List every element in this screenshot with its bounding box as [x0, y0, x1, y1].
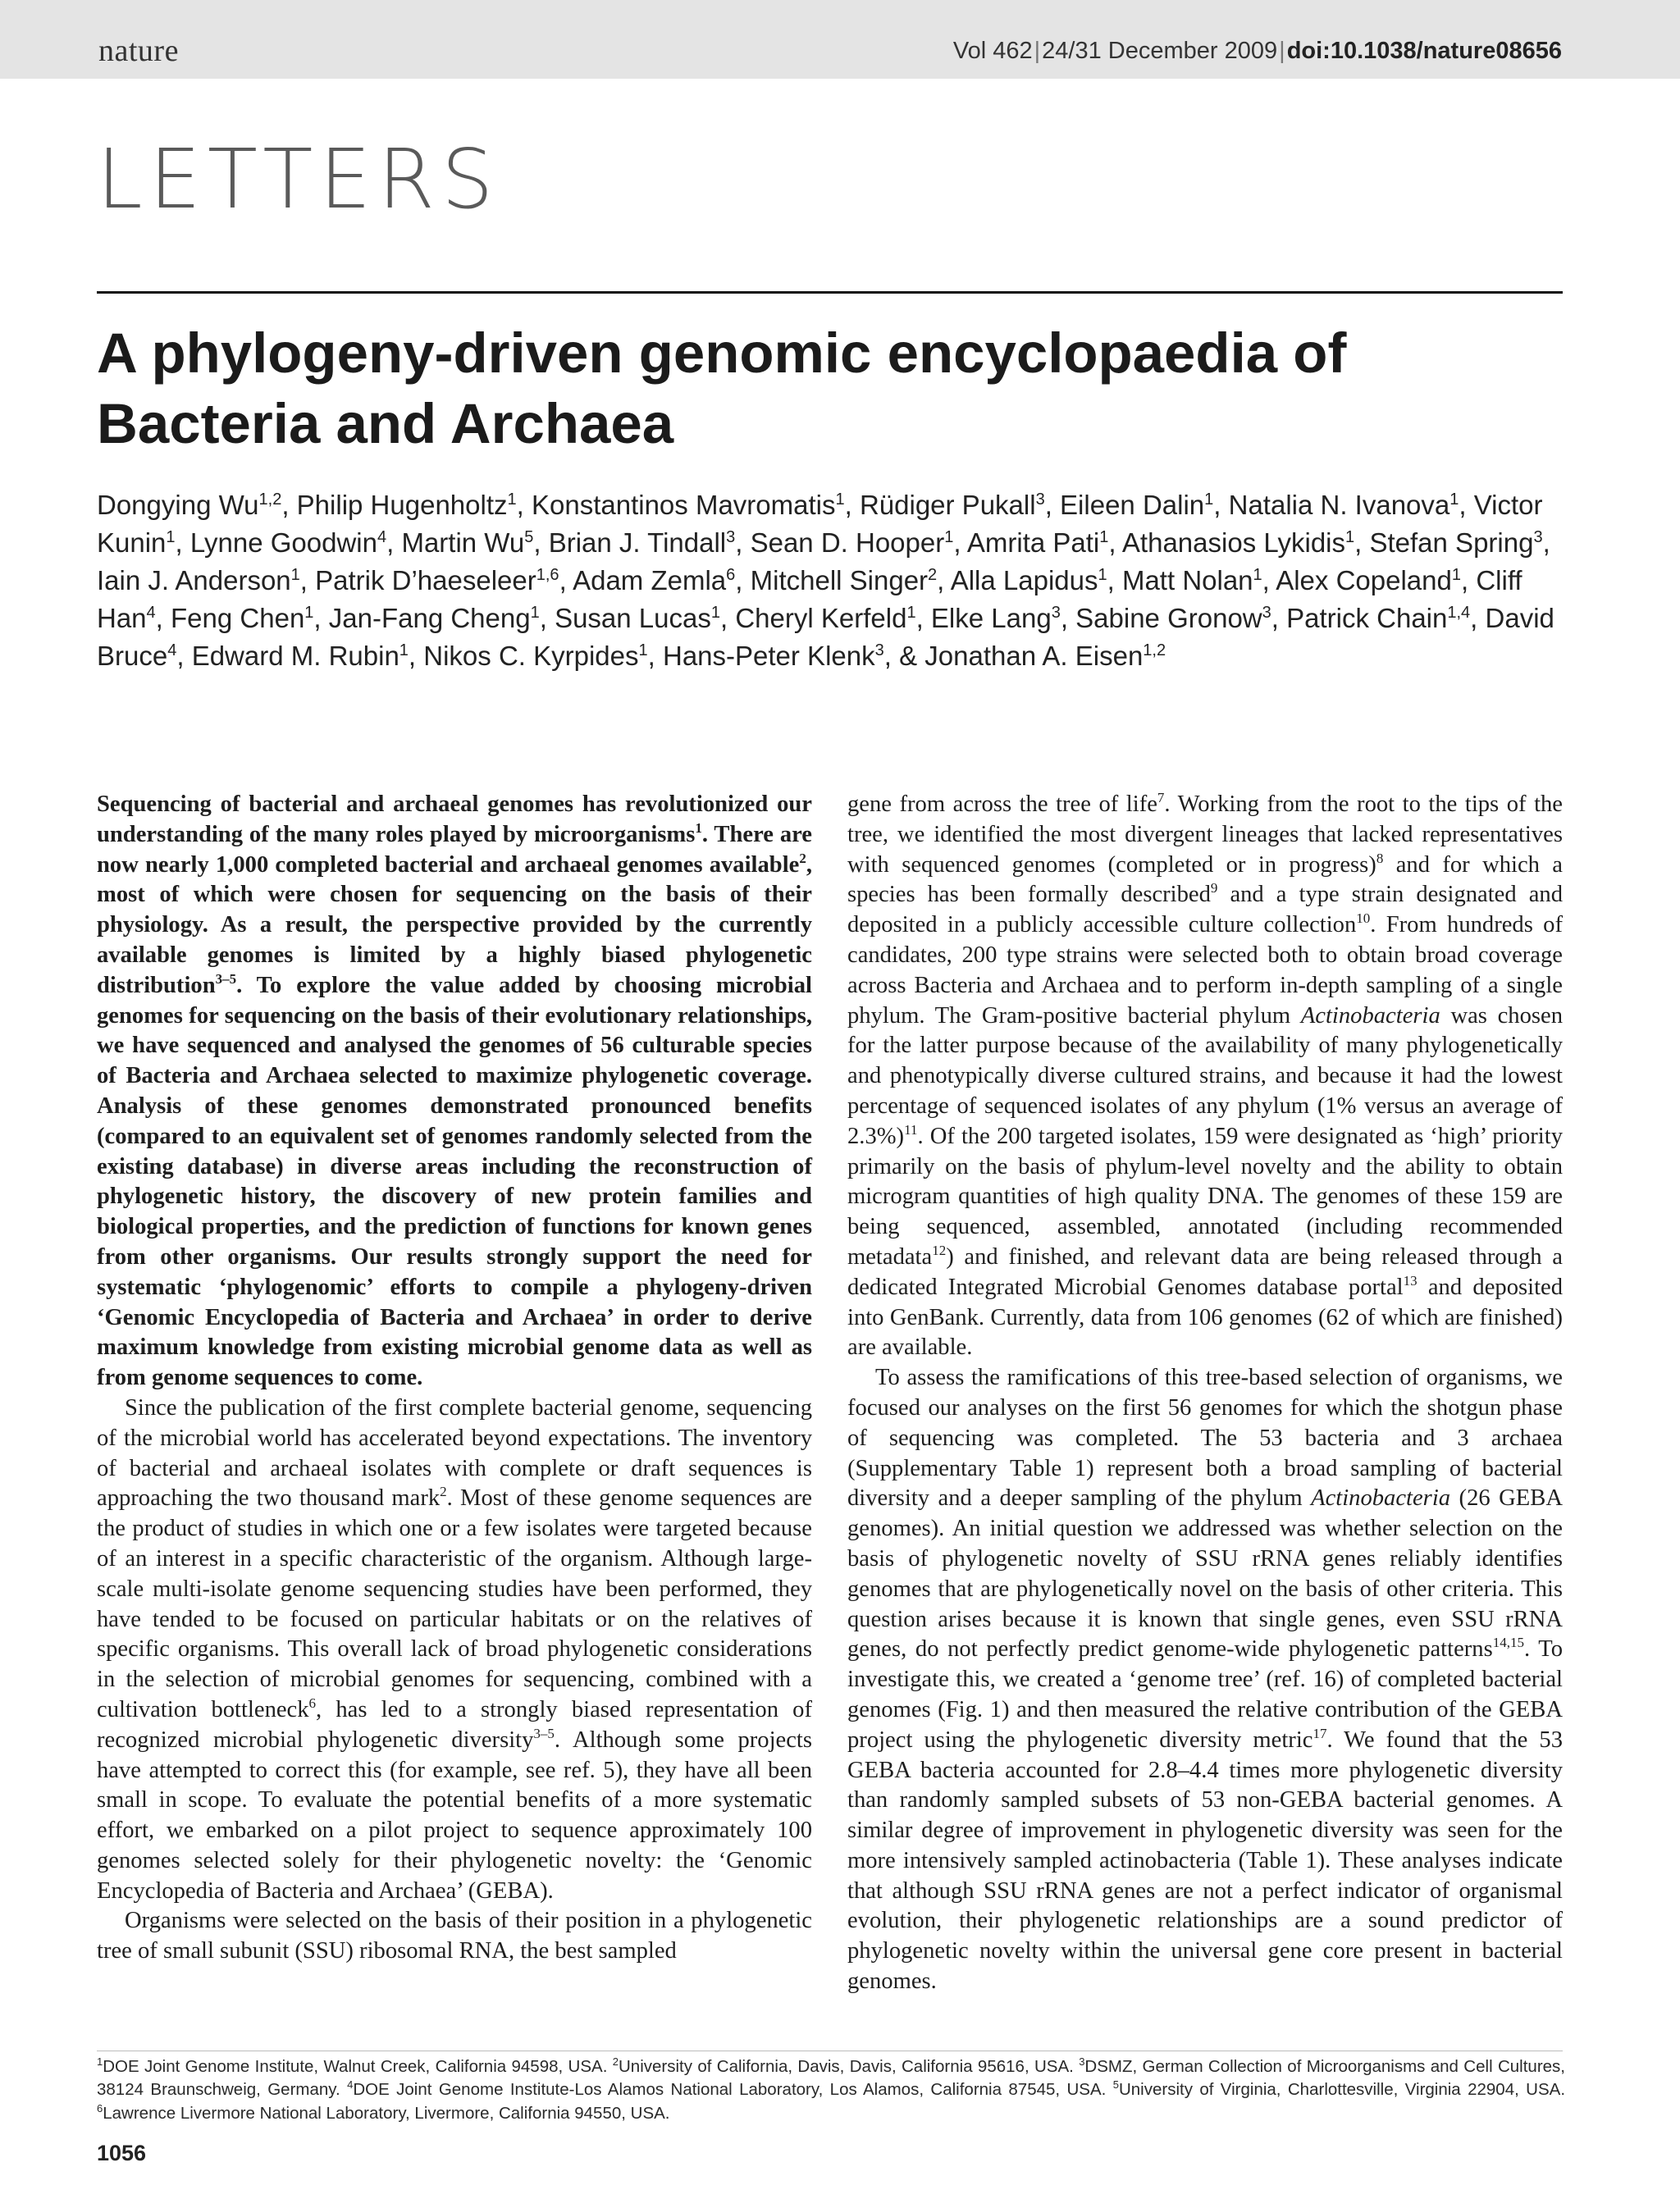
- citation-ref: 9: [1210, 880, 1218, 896]
- affiliation-ref: 3: [1035, 490, 1045, 509]
- doi-link[interactable]: doi:10.1038/nature08656: [1286, 38, 1562, 64]
- affiliation-ref: 1: [290, 566, 300, 584]
- paragraph: To assess the ramifications of this tree-based selection of organisms, we focused our analyses on the first 56 genomes for which the shotgun phase of sequencing was completed. The 53 bacteria and 3 archaea (Supplementary Table 1) represent both a broad sampling of bacterial diversity and a deeper sampling of the phylum Actinobacteria (26 GEBA genomes). An initial question we addressed was whether selection on the basis of phylogenetic novelty of SSU rRNA genes reliably identifies genomes that are phylogenetically novel on the basis of other criteria. This question arises because it is known that single genes, even SSU rRNA genes, do not perfectly predict genome-wide phylogenetic patterns$^{14,15}$. To investigate this, we created a ‘genome tree’ (ref. 16) of completed bacterial genomes (Fig. 1) and then measured the relative contribution of the GEBA project using the phylogenetic diversity metric$^{17}$. We found that the 53 GEBA bacteria accounted for 2.8–4.4 times more phylogenetic diversity than randomly sampled subsets of 53 non-GEBA bacterial genomes. A similar degree of improvement in phylogenetic diversity was seen for the more intensively sampled actinobacteria (Table 1). These analyses indicate that although SSU rRNA genes are not a perfect indicator of organismal evolution, their phylogenetic relationships are a sound predictor of phylogenetic novelty within the universal gene core present in bacterial genomes.: [847, 1365, 1563, 1995]
- author-name: Mitchell Singer: [750, 565, 929, 595]
- citation-ref: 17: [1312, 1725, 1327, 1741]
- affiliations: $^1$DOE Joint Genome Institute, Walnut Creek, California 94598, USA. $^2$University of California, Davis, Davis, California 95616, USA. $^3$DSMZ, German Collection of Microorganisms and Cell Cultures, 38124 Braunschweig, Germany. $^4$DOE Joint Genome Institute-Los Alamos National Laboratory, Los Alamos, California 87545, USA. $^5$University of Virginia, Charlottesville, Virginia 22904, USA. $^6$Lawrence Livermore National Laboratory, Livermore, California 94550, USA.: [97, 2055, 1566, 2123]
- affiliation-ref: 1: [507, 490, 517, 509]
- affiliation-ref: 1,2: [1143, 641, 1166, 659]
- author-name: Rüdiger Pukall: [859, 490, 1036, 520]
- paragraph: Since the publication of the first complete bacterial genome, sequencing of the microbial world has accelerated beyond expectations. The inventory of bacterial and archaeal isolates with complete or draft sequences is approaching the two thousand mark$^2$. Most of these genome sequences are the product of studies in which one or a few isolates were targeted because of an interest in a specific characteristic of the organism. Although large-scale multi-isolate genome sequencing studies have been performed, they have tended to be focused on particular habitats or on the relatives of specific organisms. This overall lack of broad phylogenetic considerations in the selection of microbial genomes for sequencing, combined with a cultivation bottleneck$^6$, has led to a strongly biased representation of recognized microbial phylogenetic diversity$^{3-5}$. Although some projects have attempted to correct this (for example, see ref. 5), they have all been small in scope. To evaluate the potential benefits of a more systematic effort, we embarked on a pilot project to sequence approximately 100 genomes selected solely for their phylogenetic novelty: the ‘Genomic Encyclopedia of Bacteria and Archaea’ (GEBA).: [97, 1394, 812, 1904]
- affiliation-ref: 3: [726, 528, 736, 546]
- affiliation-ref: 1: [1099, 528, 1109, 546]
- section-heading: LETTERS: [97, 131, 500, 227]
- citation-ref: 12: [932, 1242, 947, 1258]
- author-name: Hans-Peter Klenk: [662, 641, 875, 671]
- author-name: Lynne Goodwin: [189, 527, 377, 558]
- affiliation-ref: 1: [1253, 566, 1262, 584]
- author-name: Brian J. Tindall: [548, 527, 727, 558]
- author-name: Amrita Pati: [966, 527, 1100, 558]
- author-name: Philip Hugenholtz: [296, 490, 508, 520]
- affiliation-ref: 1: [1098, 566, 1107, 584]
- journal-header-bar: [0, 0, 1680, 79]
- separator: |: [1034, 38, 1041, 64]
- author-name: Matt Nolan: [1121, 565, 1253, 595]
- article-title: A phylogeny-driven genomic encyclopaedia of Bacteria and Archaea: [97, 322, 1347, 455]
- citation-ref: 1: [695, 819, 702, 836]
- affiliation-number: 3: [1079, 2055, 1085, 2068]
- author-name: Alex Copeland: [1276, 565, 1452, 595]
- title-rule: [97, 291, 1563, 294]
- page-number: 1056: [97, 2141, 147, 2165]
- affiliation-ref: 1: [1449, 490, 1459, 509]
- affiliation-ref: 1: [906, 604, 916, 622]
- author-name: Susan Lucas: [555, 603, 711, 633]
- affiliation-ref: 1: [710, 604, 720, 622]
- citation-ref: 10: [1356, 910, 1371, 927]
- author-name: Patrik D’haeseleer: [315, 565, 536, 595]
- paragraph: Organisms were selected on the basis of their position in a phylogenetic tree of small subunit (SSU) ribosomal RNA, the best sampled: [97, 1908, 812, 1964]
- citation-ref: 8: [1376, 850, 1384, 866]
- author-name: Cliff Han: [97, 565, 1522, 633]
- affiliation-number: 5: [1112, 2078, 1119, 2092]
- affiliation-ref: 1: [1451, 566, 1461, 584]
- affiliation-ref: 1: [166, 528, 176, 546]
- volume: Vol 462: [952, 38, 1033, 64]
- body-column-left: [97, 790, 812, 1967]
- journal-name: nature: [98, 34, 179, 68]
- citation-ref: 6: [308, 1695, 317, 1711]
- author-name: Sean D. Hooper: [750, 527, 945, 558]
- author-name: Martin Wu: [401, 527, 525, 558]
- affiliation-ref: 1,2: [258, 490, 282, 509]
- affiliation-ref: 1: [835, 490, 845, 509]
- affiliation-ref: 1: [399, 641, 409, 659]
- author-name: Jonathan A. Eisen: [924, 641, 1144, 671]
- author-name: Patrick Chain: [1286, 603, 1448, 633]
- citation-ref: 2: [799, 850, 806, 866]
- affiliation-ref: 1: [304, 604, 314, 622]
- body-column-right: [847, 790, 1563, 1997]
- citation-ref: 2: [440, 1484, 447, 1500]
- issue-info: [953, 38, 1562, 65]
- citation-ref: 3–5: [533, 1725, 555, 1741]
- affiliation-ref: 3: [874, 641, 884, 659]
- abstract-paragraph: Sequencing of bacterial and archaeal genomes has revolutionized our understanding of the many roles played by microorganisms$^1$. There are now nearly 1,000 completed bacterial and archaeal genomes available$^2$, most of which were chosen for sequencing on the basis of their physiology. As a result, the perspective provided by the currently available genomes is limited by a highly biased phylogenetic distribution$^{3-5}$. To explore the value added by choosing microbial genomes for sequencing on the basis of their evolutionary relationships, we have sequenced and analysed the genomes of 56 culturable species of Bacteria and Archaea selected to maximize phylogenetic coverage. Analysis of these genomes demonstrated pronounced benefits (compared to an equivalent set of genomes randomly selected from the existing database) in diverse areas including the reconstruction of phylogenetic history, the discovery of new protein families and biological properties, and the prediction of functions for known genes from other organisms. Our results strongly support the need for systematic ‘phylogenomic’ efforts to compile a phylogeny-driven ‘Genomic Encyclopedia of Bacteria and Archaea’ in order to derive maximum knowledge from existing microbial genome data as well as from genome sequences to come.: [97, 792, 813, 1391]
- affiliation-number: 4: [347, 2078, 354, 2092]
- author-name: Sabine Gronow: [1075, 603, 1262, 633]
- affiliation-ref: 1: [944, 528, 954, 546]
- author-name: Nikos C. Kyrpides: [423, 641, 639, 671]
- author-name: Adam Zemla: [573, 565, 727, 595]
- affiliation-ref: 4: [377, 528, 387, 546]
- italic-term: Actinobacteria: [1311, 1485, 1451, 1512]
- affiliation-ref: 3: [1051, 604, 1061, 622]
- affiliation-number: 6: [97, 2101, 103, 2114]
- affiliation-ref: 1: [1204, 490, 1214, 509]
- affiliation-ref: 2: [928, 566, 938, 584]
- author-name: Elke Lang: [930, 603, 1052, 633]
- citation-ref: 13: [1403, 1272, 1418, 1289]
- author-name: Natalia N. Ivanova: [1228, 490, 1450, 520]
- author-name: Edward M. Rubin: [191, 641, 399, 671]
- affiliation-ref: 6: [726, 566, 736, 584]
- affiliation-ref: 3: [1262, 604, 1271, 622]
- affiliation-ref: 1,6: [536, 566, 559, 584]
- paragraph: gene from across the tree of life$^7$. Working from the root to the tips of the tree, we identified the most divergent lineages that lacked representatives with sequenced genomes (completed or in progress)$^8$ and for which a species has been formally described$^9$ and a type strain designated and deposited in a publicly accessible culture collection$^{10}$. From hundreds of candidates, 200 type strains were selected both to obtain broad coverage across Bacteria and Archaea and to perform in-depth sampling of a single phylum. The Gram-positive bacterial phylum Actinobacteria was chosen for the latter purpose because of the availability of many phylogenetically and phenotypically diverse cultured strains, and because it had the lowest percentage of sequenced isolates of any phylum (1% versus an average of 2.3%)$^{11}$. Of the 200 targeted isolates, 159 were designated as ‘high’ priority primarily on the basis of phylum-level novelty and the ability to obtain microgram quantities of high quality DNA. The genomes of these 159 are being sequenced, assembled, annotated (including recommended metadata$^{12}$) and finished, and relevant data are being released through a dedicated Integrated Microbial Genomes database portal$^{13}$ and deposited into GenBank. Currently, data from 106 genomes (62 of which are finished) are available.: [847, 790, 1564, 1361]
- author-name: Eileen Dalin: [1060, 490, 1205, 520]
- affiliation-ref: 5: [524, 528, 534, 546]
- author-name: Athanasios Lykidis: [1121, 527, 1346, 558]
- affiliation-ref: 1: [530, 604, 540, 622]
- affiliation-ref: 1,4: [1447, 604, 1471, 622]
- author-name: Victor Kunin: [97, 490, 1543, 558]
- affiliation-number: 1: [97, 2055, 103, 2068]
- author-name: Jan-Fang Cheng: [328, 603, 531, 633]
- affiliation-ref: 1: [1345, 528, 1355, 546]
- author-name: Konstantinos Mavromatis: [531, 490, 836, 520]
- affiliation-ref: 4: [146, 604, 156, 622]
- author-name: Feng Chen: [171, 603, 305, 633]
- author-name: Stefan Spring: [1369, 527, 1534, 558]
- author-name: Iain J. Anderson: [97, 565, 291, 595]
- affiliation-ref: 4: [167, 641, 177, 659]
- separator: |: [1279, 38, 1285, 64]
- affiliation-number: 2: [612, 2055, 619, 2068]
- affiliation-ref: 1: [638, 641, 648, 659]
- author-name: Cheryl Kerfeld: [735, 603, 907, 633]
- citation-ref: 3–5: [215, 970, 237, 987]
- author-name: David Bruce: [97, 603, 1554, 671]
- author-name: Dongying Wu: [97, 490, 259, 520]
- citation-ref: 14,15: [1492, 1635, 1524, 1651]
- issue-date: 24/31 December 2009: [1042, 38, 1278, 64]
- citation-ref: 7: [1157, 790, 1165, 805]
- author-list: Dongying Wu$^{1,2}$, Philip Hugenholtz$^1$, Konstantinos Mavromatis$^1$, Rüdiger Pukall$^3$, Eileen Dalin$^1$, Natalia N. Ivanova$^1$, Victor Kunin$^1$, Lynne Goodwin$^4$, Martin Wu$^5$, Brian J. Tindall$^3$, Sean D. Hooper$^1$, Amrita Pati$^1$, Athanasios Lykidis$^1$, Stefan Spring$^3$, Iain J. Anderson$^1$, Patrik D’haeseleer$^{1,6}$, Adam Zemla$^6$, Mitchell Singer$^2$, Alla Lapidus$^1$, Matt Nolan$^1$, Alex Copeland$^1$, Cliff Han$^4$, Feng Chen$^1$, Jan-Fang Cheng$^1$, Susan Lucas$^1$, Cheryl Kerfeld$^1$, Elke Lang$^3$, Sabine Gronow$^3$, Patrick Chain$^{1,4}$, David Bruce$^4$, Edward M. Rubin$^1$, Nikos C. Kyrpides$^1$, Hans-Peter Klenk$^3$, & Jonathan A. Eisen$^{1,2}$: [97, 490, 1554, 671]
- citation-ref: 11: [904, 1121, 918, 1138]
- affiliation-ref: 3: [1533, 528, 1543, 546]
- author-name: Alla Lapidus: [950, 565, 1098, 595]
- italic-term: Actinobacteria: [1300, 1002, 1440, 1029]
